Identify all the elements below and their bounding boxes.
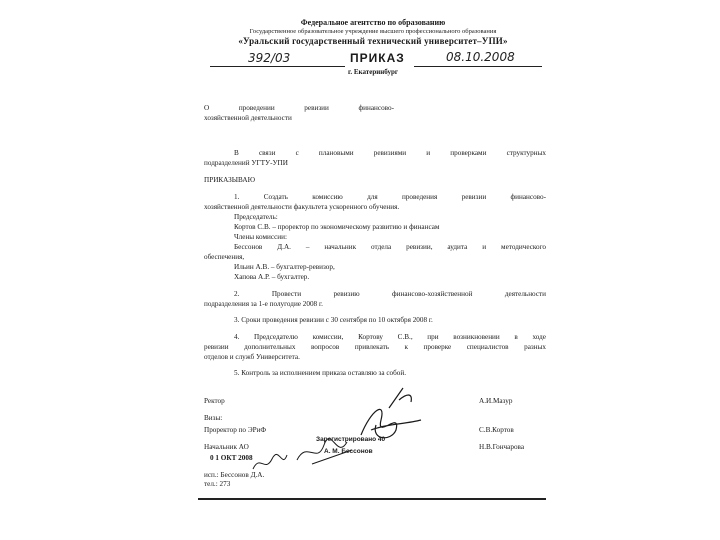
item-4-line-2: ревизии дополнительных вопросов привлекать к проверке специалистов разных	[204, 343, 546, 351]
head-audit-name: Н.В.Гончарова	[479, 443, 525, 451]
vice-rector-signature	[292, 430, 362, 470]
bottom-border	[198, 498, 546, 500]
vice-rector-title: Проректор по ЭРиФ	[204, 426, 267, 434]
head-audit-title: Начальник АО	[204, 443, 249, 451]
rector-name: А.И.Мазур	[479, 397, 513, 405]
item-5: 5. Контроль за исполнением приказа оставляю за собой.	[234, 369, 407, 377]
preamble-line-2: подразделений УГТУ-УПИ	[204, 159, 288, 167]
visas-label: Визы:	[204, 414, 223, 422]
rector-title: Ректор	[204, 397, 225, 405]
member-2: Ильин А.В. – бухгалтер-ревизор,	[234, 263, 335, 271]
executor: исп.: Бессонов Д.А.	[204, 471, 265, 479]
registration-stamp-line-2: А. М. Бессонов	[324, 448, 373, 455]
institution-type: Государственное образовательное учреждение высшего профессионального образования	[249, 28, 497, 35]
order-document	[196, 8, 550, 508]
preamble-line-1: В связи с плановыми ревизиями и проверками структурных	[234, 149, 546, 157]
command-word: ПРИКАЗЫВАЮ	[204, 176, 255, 184]
head-audit-date: 0 1 ОКТ 2008	[210, 454, 253, 462]
vice-rector-name: С.В.Кортов	[479, 426, 514, 434]
chair-label: Председатель:	[234, 213, 278, 221]
member-1-line-2: обеспечения,	[204, 253, 245, 261]
doc-type-title: ПРИКАЗ	[350, 51, 405, 65]
subject-line-1: О проведении ревизии финансово-	[204, 104, 394, 112]
agency-name: Федеральное агентство по образованию	[300, 18, 446, 27]
city: г. Екатеринбург	[348, 68, 399, 76]
item-4-line-3: отделов и служб Университета.	[204, 353, 300, 361]
order-number-line	[210, 66, 345, 67]
member-3: Хапова А.Р. – бухгалтер.	[234, 273, 310, 281]
member-1-line-1: Бессонов Д.А. – начальник отдела ревизии, аудита и методического	[234, 243, 546, 251]
registration-stamp-line-1: Зарегистрировано 40	[316, 436, 386, 443]
university-name: «Уральский государственный технический университет–УПИ»	[238, 36, 508, 46]
item-4-line-1: 4. Председателю комиссии, Кортову С.В., при возникновении в ходе	[234, 333, 546, 341]
item-2-line-1: 2. Провести ревизию финансово-хозяйственной деятельности	[234, 290, 546, 298]
subject-line-2: хозяйственной деятельности	[204, 114, 292, 122]
order-date: 08.10.2008	[446, 50, 515, 64]
chair-member: Кортов С.В. – проректор по экономическому развитию и финансам	[234, 223, 440, 231]
order-number: 392/03	[248, 51, 291, 65]
executor-phone: тел.: 273	[204, 480, 231, 488]
item-3: 3. Сроки проведения ревизии с 30 сентября по 10 октября 2008 г.	[234, 316, 433, 324]
members-label: Члены комиссии:	[234, 233, 287, 241]
item-1-line-1: 1. Создать комиссию для проведения ревизии финансово-	[234, 193, 546, 201]
item-1-line-2: хозяйственной деятельности факультета ускоренного обучения.	[204, 203, 400, 211]
item-2-line-2: подразделения за 1-е полугодие 2008 г.	[204, 300, 323, 308]
order-date-line	[414, 66, 542, 67]
